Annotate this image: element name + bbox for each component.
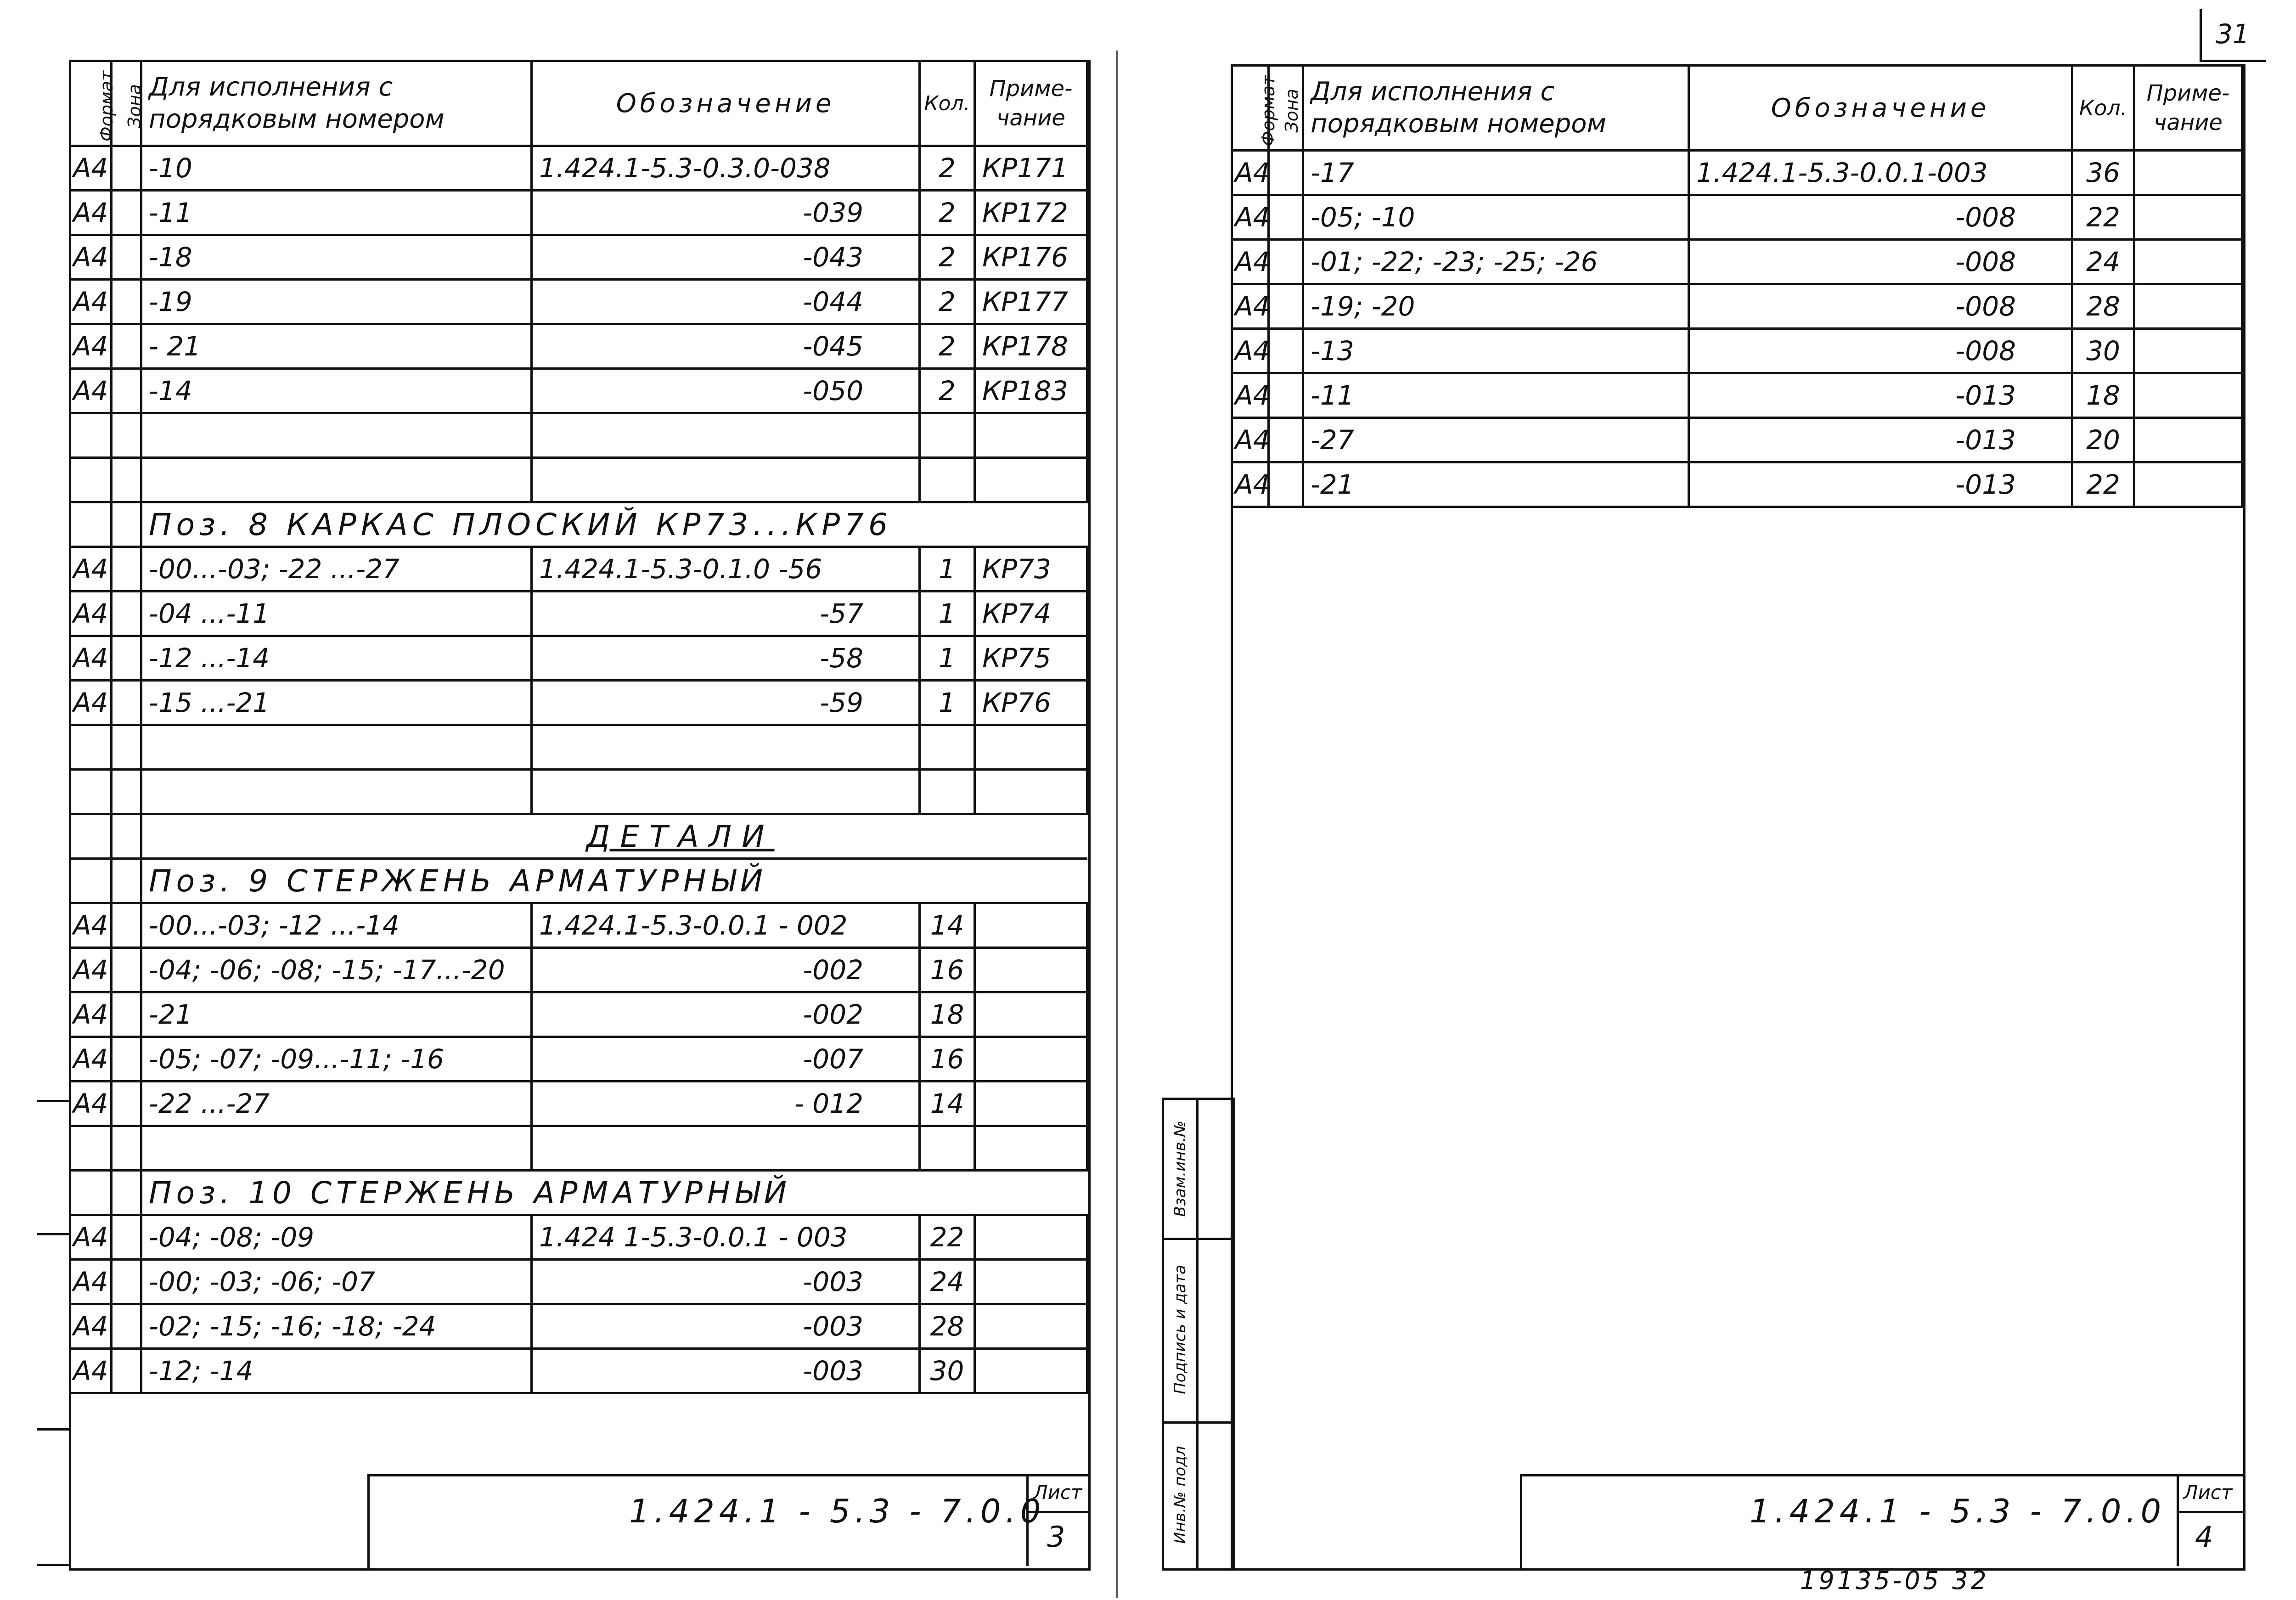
table-row: [70, 1082, 1087, 1126]
table-row: [70, 458, 1087, 502]
qty-cell: 28: [920, 1304, 975, 1349]
zone-cell: [112, 369, 141, 413]
variant-cell: [141, 413, 532, 458]
note-cell: КР172: [975, 191, 1087, 235]
side-strip-inner-line: [1196, 1100, 1199, 1568]
qty-cell: [920, 1126, 975, 1171]
col-designation: Обозначение: [532, 61, 920, 146]
left-rows: [70, 146, 1087, 1393]
zone-cell: [112, 814, 141, 859]
note-cell: КР75: [975, 636, 1087, 681]
variant-cell: -04 ...-11: [141, 592, 532, 636]
qty-cell: [920, 770, 975, 814]
side-stamp-strip: [1162, 1098, 1235, 1571]
designation-cell: -050: [532, 369, 920, 413]
col-note: Приме-чание: [975, 61, 1087, 146]
table-row: [70, 681, 1087, 725]
qty-cell: 1: [920, 547, 975, 592]
zone-cell: [112, 235, 141, 280]
table-row: [1232, 240, 2242, 284]
qty-cell: 16: [920, 1037, 975, 1082]
designation-cell: -003: [532, 1260, 920, 1304]
zone-cell: [1269, 151, 1303, 195]
variant-cell: -17: [1303, 151, 1689, 195]
variant-cell: -12 ...-14: [141, 636, 532, 681]
note-cell: КР76: [975, 681, 1087, 725]
note-cell: [975, 1126, 1087, 1171]
zone-cell: [1269, 240, 1303, 284]
qty-cell: 1: [920, 592, 975, 636]
format-cell: А4: [70, 1215, 112, 1260]
zone-cell: [112, 903, 141, 948]
table-row: [1232, 462, 2242, 507]
table-row: [1232, 373, 2242, 418]
variant-cell: -27: [1303, 418, 1689, 462]
note-cell: КР178: [975, 324, 1087, 369]
left-margin-tick: [37, 1564, 71, 1566]
designation-cell: -002: [532, 948, 920, 992]
right-sheet-divider: [2177, 1511, 2243, 1513]
format-cell: А4: [70, 1260, 112, 1304]
note-cell: [2134, 151, 2242, 195]
variant-cell: -04; -06; -08; -15; -17...-20: [141, 948, 532, 992]
table-row: [70, 1126, 1087, 1171]
designation-cell: -003: [532, 1304, 920, 1349]
format-cell: А4: [1232, 151, 1269, 195]
designation-cell: 1.424 1-5.3-0.0.1 - 003: [532, 1215, 920, 1260]
format-cell: [70, 814, 112, 859]
qty-cell: 28: [2072, 284, 2134, 329]
format-cell: [70, 1126, 112, 1171]
format-cell: А4: [1232, 240, 1269, 284]
qty-cell: 20: [2072, 418, 2134, 462]
col-variant: Для исполнения с порядковым номером: [1303, 66, 1689, 151]
note-cell: КР183: [975, 369, 1087, 413]
note-cell: [975, 1037, 1087, 1082]
qty-cell: 2: [920, 280, 975, 324]
table-row: [70, 903, 1087, 948]
variant-cell: -19: [141, 280, 532, 324]
col-format: Формат: [1232, 66, 1269, 151]
designation-cell: -58: [532, 636, 920, 681]
format-cell: А4: [70, 235, 112, 280]
table-row: [70, 235, 1087, 280]
section-title: Поз. 8 КАРКАС ПЛОСКИЙ КР73...КР76: [141, 502, 1087, 547]
side-cell-divider: [1164, 1421, 1233, 1424]
zone-cell: [1269, 418, 1303, 462]
qty-cell: 14: [920, 903, 975, 948]
variant-cell: -14: [141, 369, 532, 413]
format-cell: А4: [70, 1082, 112, 1126]
table-row: [70, 592, 1087, 636]
variant-cell: -22 ...-27: [141, 1082, 532, 1126]
variant-cell: -02; -15; -16; -18; -24: [141, 1304, 532, 1349]
variant-cell: -00...-03; -22 ...-27: [141, 547, 532, 592]
page-number-box: [2200, 9, 2266, 62]
variant-cell: -05; -07; -09...-11; -16: [141, 1037, 532, 1082]
variant-cell: -00...-03; -12 ...-14: [141, 903, 532, 948]
col-qty: Кол.: [2072, 66, 2134, 151]
designation-cell: [532, 1126, 920, 1171]
format-cell: А4: [70, 324, 112, 369]
zone-cell: [112, 413, 141, 458]
sheet-divider: [1116, 51, 1118, 1598]
variant-cell: -19; -20: [1303, 284, 1689, 329]
designation-cell: -008: [1689, 284, 2072, 329]
note-cell: [975, 770, 1087, 814]
zone-cell: [112, 992, 141, 1037]
note-cell: [2134, 329, 2242, 373]
format-cell: А4: [70, 948, 112, 992]
designation-cell: -008: [1689, 240, 2072, 284]
zone-cell: [112, 547, 141, 592]
zone-cell: [112, 280, 141, 324]
zone-cell: [112, 191, 141, 235]
qty-cell: 2: [920, 324, 975, 369]
col-format: Формат: [70, 61, 112, 146]
zone-cell: [112, 725, 141, 770]
table-row: [1232, 151, 2242, 195]
variant-cell: -01; -22; -23; -25; -26: [1303, 240, 1689, 284]
variant-cell: -11: [1303, 373, 1689, 418]
format-cell: А4: [70, 681, 112, 725]
qty-cell: 24: [920, 1260, 975, 1304]
section-title: Поз. 10 СТЕРЖЕНЬ АРМАТУРНЫЙ: [141, 1171, 1087, 1215]
table-row: [1232, 195, 2242, 240]
designation-cell: -013: [1689, 418, 2072, 462]
qty-cell: 1: [920, 681, 975, 725]
left-margin-tick: [37, 1428, 71, 1431]
format-cell: А4: [70, 369, 112, 413]
note-cell: [975, 725, 1087, 770]
designation-cell: [532, 725, 920, 770]
side-cell-divider: [1164, 1238, 1233, 1240]
format-cell: А4: [70, 191, 112, 235]
qty-cell: 18: [2072, 373, 2134, 418]
table-row: [1232, 418, 2242, 462]
table-row: [70, 1260, 1087, 1304]
zone-cell: [1269, 195, 1303, 240]
note-cell: [2134, 195, 2242, 240]
table-row: [70, 725, 1087, 770]
note-cell: [975, 992, 1087, 1037]
col-zone: Зона: [112, 61, 141, 146]
format-cell: А4: [70, 547, 112, 592]
zone-cell: [1269, 462, 1303, 507]
variant-cell: -18: [141, 235, 532, 280]
table-row: [70, 413, 1087, 458]
table-row: [70, 369, 1087, 413]
table-row: [70, 324, 1087, 369]
right-sheet-label: Лист: [2183, 1481, 2233, 1504]
zone-cell: [112, 1082, 141, 1126]
qty-cell: 18: [920, 992, 975, 1037]
note-cell: [2134, 462, 2242, 507]
variant-cell: [141, 725, 532, 770]
table-row: [1232, 329, 2242, 373]
designation-cell: -002: [532, 992, 920, 1037]
zone-cell: [112, 1260, 141, 1304]
format-cell: А4: [70, 280, 112, 324]
variant-cell: -12; -14: [141, 1349, 532, 1393]
variant-cell: -11: [141, 191, 532, 235]
note-cell: КР73: [975, 547, 1087, 592]
format-cell: А4: [70, 1349, 112, 1393]
qty-cell: 2: [920, 191, 975, 235]
designation-cell: [532, 770, 920, 814]
variant-cell: [141, 770, 532, 814]
variant-cell: -21: [1303, 462, 1689, 507]
table-row: [1232, 284, 2242, 329]
col-qty: Кол.: [920, 61, 975, 146]
note-cell: [2134, 373, 2242, 418]
designation-cell: -043: [532, 235, 920, 280]
note-cell: [975, 1082, 1087, 1126]
designation-cell: 1.424.1-5.3-0.0.1-003: [1689, 151, 2072, 195]
format-cell: А4: [1232, 418, 1269, 462]
left-title-code: 1.424.1 - 5.3 - 7.0.0: [629, 1493, 1046, 1530]
variant-cell: [141, 458, 532, 502]
format-cell: А4: [1232, 195, 1269, 240]
designation-cell: -59: [532, 681, 920, 725]
left-margin-tick: [37, 1100, 71, 1102]
zone-cell: [112, 948, 141, 992]
variant-cell: -10: [141, 146, 532, 191]
note-cell: [975, 1260, 1087, 1304]
qty-cell: 22: [920, 1215, 975, 1260]
qty-cell: 30: [2072, 329, 2134, 373]
zone-cell: [112, 592, 141, 636]
designation-cell: -044: [532, 280, 920, 324]
qty-cell: 30: [920, 1349, 975, 1393]
format-cell: [70, 770, 112, 814]
zone-cell: [112, 1037, 141, 1082]
format-cell: А4: [70, 1037, 112, 1082]
table-row: [70, 636, 1087, 681]
zone-cell: [112, 1215, 141, 1260]
designation-cell: -57: [532, 592, 920, 636]
note-cell: [975, 903, 1087, 948]
zone-cell: [112, 146, 141, 191]
table-header: [1232, 66, 2242, 151]
qty-cell: [920, 725, 975, 770]
zone-cell: [112, 458, 141, 502]
side-label-inv-original: Инв.№ подл: [1171, 1446, 1189, 1544]
qty-cell: [920, 413, 975, 458]
note-cell: [975, 1304, 1087, 1349]
note-cell: КР177: [975, 280, 1087, 324]
format-cell: [70, 725, 112, 770]
zone-cell: [112, 502, 141, 547]
format-cell: [70, 859, 112, 903]
section-title: Поз. 9 СТЕРЖЕНЬ АРМАТУРНЫЙ: [141, 859, 1087, 903]
left-spec-table: [69, 60, 1088, 1394]
section-row: [70, 502, 1087, 547]
qty-cell: 1: [920, 636, 975, 681]
table-row: [70, 992, 1087, 1037]
format-cell: [70, 458, 112, 502]
col-variant: Для исполнения с порядковым номером: [141, 61, 532, 146]
note-cell: [975, 948, 1087, 992]
format-cell: [70, 502, 112, 547]
right-sheet-number: 4: [2195, 1520, 2213, 1554]
zone-cell: [112, 1171, 141, 1215]
section-heading: ДЕТАЛИ: [141, 814, 1087, 859]
table-row: [70, 1304, 1087, 1349]
zone-cell: [112, 859, 141, 903]
designation-cell: 1.424.1-5.3-0.0.1 - 002: [532, 903, 920, 948]
format-cell: А4: [70, 146, 112, 191]
qty-cell: 16: [920, 948, 975, 992]
format-cell: А4: [1232, 329, 1269, 373]
zone-cell: [112, 681, 141, 725]
format-cell: [70, 413, 112, 458]
note-cell: [2134, 418, 2242, 462]
section-row: [70, 1171, 1087, 1215]
note-cell: КР171: [975, 146, 1087, 191]
qty-cell: 22: [2072, 195, 2134, 240]
zone-cell: [112, 324, 141, 369]
table-row: [70, 1349, 1087, 1393]
designation-cell: -013: [1689, 462, 2072, 507]
variant-cell: [141, 1126, 532, 1171]
designation-cell: -003: [532, 1349, 920, 1393]
table-header: [70, 61, 1087, 146]
right-rows: [1232, 151, 2242, 507]
left-sheet-number: 3: [1047, 1520, 1065, 1554]
format-cell: А4: [70, 992, 112, 1037]
side-label-signature-date: Подпись и дата: [1171, 1265, 1189, 1394]
note-cell: КР74: [975, 592, 1087, 636]
right-title-code: 1.424.1 - 5.3 - 7.0.0: [1750, 1493, 2166, 1530]
table-row: [70, 547, 1087, 592]
qty-cell: 14: [920, 1082, 975, 1126]
table-row: [70, 191, 1087, 235]
variant-cell: -04; -08; -09: [141, 1215, 532, 1260]
designation-cell: -008: [1689, 195, 2072, 240]
designation-cell: -007: [532, 1037, 920, 1082]
designation-cell: [532, 458, 920, 502]
note-cell: [2134, 240, 2242, 284]
stamp-number: 19135-05 32: [1800, 1566, 1989, 1595]
table-row: [70, 948, 1087, 992]
format-cell: А4: [70, 636, 112, 681]
table-row: [70, 280, 1087, 324]
format-cell: А4: [70, 1304, 112, 1349]
designation-cell: -008: [1689, 329, 2072, 373]
zone-cell: [112, 1126, 141, 1171]
note-cell: [975, 1349, 1087, 1393]
table-row: [70, 1037, 1087, 1082]
designation-cell: -039: [532, 191, 920, 235]
designation-cell: [532, 413, 920, 458]
designation-cell: 1.424.1-5.3-0.1.0 -56: [532, 547, 920, 592]
section-row: [70, 859, 1087, 903]
zone-cell: [1269, 284, 1303, 329]
designation-cell: 1.424.1-5.3-0.3.0-038: [532, 146, 920, 191]
note-cell: [975, 1215, 1087, 1260]
zone-cell: [112, 1349, 141, 1393]
format-cell: А4: [1232, 462, 1269, 507]
qty-cell: 2: [920, 146, 975, 191]
note-cell: [975, 413, 1087, 458]
format-cell: А4: [1232, 284, 1269, 329]
table-row: [70, 146, 1087, 191]
format-cell: А4: [70, 903, 112, 948]
variant-cell: -00; -03; -06; -07: [141, 1260, 532, 1304]
left-margin-tick: [37, 1233, 71, 1235]
col-designation: Обозначение: [1689, 66, 2072, 151]
qty-cell: 24: [2072, 240, 2134, 284]
col-note: Приме-чание: [2134, 66, 2242, 151]
variant-cell: -13: [1303, 329, 1689, 373]
zone-cell: [1269, 329, 1303, 373]
variant-cell: - 21: [141, 324, 532, 369]
section-heading-row: [70, 814, 1087, 859]
designation-cell: - 012: [532, 1082, 920, 1126]
right-spec-table: [1231, 64, 2243, 508]
table-row: [70, 770, 1087, 814]
format-cell: [70, 1171, 112, 1215]
qty-cell: [920, 458, 975, 502]
note-cell: [975, 458, 1087, 502]
note-cell: [2134, 284, 2242, 329]
table-row: [70, 1215, 1087, 1260]
format-cell: А4: [1232, 373, 1269, 418]
page-number: 31: [2216, 18, 2250, 50]
qty-cell: 2: [920, 235, 975, 280]
qty-cell: 2: [920, 369, 975, 413]
designation-cell: -013: [1689, 373, 2072, 418]
variant-cell: -05; -10: [1303, 195, 1689, 240]
zone-cell: [112, 636, 141, 681]
format-cell: А4: [70, 592, 112, 636]
qty-cell: 22: [2072, 462, 2134, 507]
zone-cell: [1269, 373, 1303, 418]
zone-cell: [112, 770, 141, 814]
designation-cell: -045: [532, 324, 920, 369]
variant-cell: -21: [141, 992, 532, 1037]
zone-cell: [112, 1304, 141, 1349]
qty-cell: 36: [2072, 151, 2134, 195]
col-zone: Зона: [1269, 66, 1303, 151]
variant-cell: -15 ...-21: [141, 681, 532, 725]
note-cell: КР176: [975, 235, 1087, 280]
left-sheet-label: Лист: [1033, 1481, 1082, 1504]
side-label-replace-inv: Взам.инв.№: [1171, 1121, 1189, 1217]
